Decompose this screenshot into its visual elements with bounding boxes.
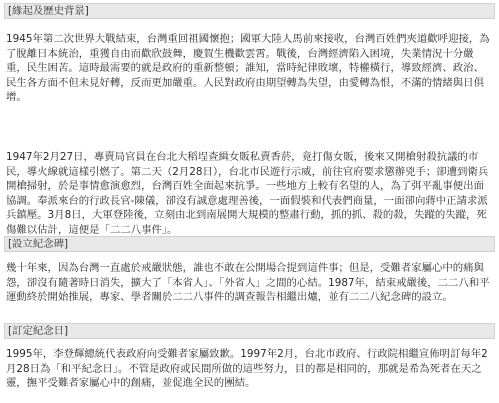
section-incident (4, 150, 495, 238)
section-background (4, 3, 495, 105)
section-heading: [訂定紀念日] (4, 323, 495, 339)
section-paragraph: 1995年，李登輝總統代表政府向受難者家屬致歉。1997年2月，台北市政府、行政院相繼宣佈明訂每年2月28日為「和平紀念日」。不管是政府或民間所做的這些努力，目的都是相同的，那就是希為死者在天之靈，撫平受難者家屬心中的創痛，並促進全民的團結。 (6, 348, 488, 390)
section-paragraph: 1947年2月27日，專賣局官員在台北大稻埕查緝女販私賣香菸，竟打傷女販，後來又開槍射殺抗議的市民，導火線就這樣引燃了。第二天（2月28日），台北市民遊行示威，前往官府要求懲辦兇手；卻遭到衛兵開槍掃射，於是事情愈演愈烈，台灣百姓全面起來抗爭。一些地方上較有名望的人，為了弭平亂事便出面協調。奉派來台的行政長官-陳儀，卻沒有誠意處理善後，一面假裝和代表們商量，一面卻向蔣中正請求派兵鎮壓。3月8日，大軍登陸後，立刻由北到南展開大規模的整肅行動，抓的抓、殺的殺，失蹤的失蹤，死傷難以估計，這便是「二二八事件」。 (6, 151, 489, 236)
section-paragraph: 幾十年來，因為台灣一直處於戒嚴狀態，誰也不敢在公開場合提到這件事；但是，受難者家屬心中的痛與怨，卻沒有隨著時日消失，擴大了「本省人」、「外省人」之間的心結。1987年，結束戒嚴後，二二八和平運動終於開始推展，專家、學者關於二二八事件的調查報告相繼出爐，並有二二八紀念碑的設立。 (6, 262, 490, 304)
section-memorial-day (4, 323, 495, 391)
section-monument (4, 236, 495, 305)
section-heading: [緣起及歷史背景] (4, 3, 495, 19)
section-paragraph: 1945年第二次世界大戰結束，台灣重回祖國懷抱；國軍大陸人馬前來接收，台灣百姓們夾道歡呼迎接，為了脫離日本統治，重獲自由而歡欣鼓舞，慶賀生機歡雲霄。戰後，台灣經濟陷入困境，失業情況十分嚴重，民生困苦。這時最需要的就是政府的重新整頓；誰知，當時紀律敗壞，特權橫行，導致經濟、政治、民生各方面不但未見好轉，反而更加嚴重。人民對政府由期望轉為失望，由愛轉為恨，不滿的情緒與日俱增。 (6, 33, 490, 104)
section-heading: [設立紀念碑] (4, 236, 495, 252)
